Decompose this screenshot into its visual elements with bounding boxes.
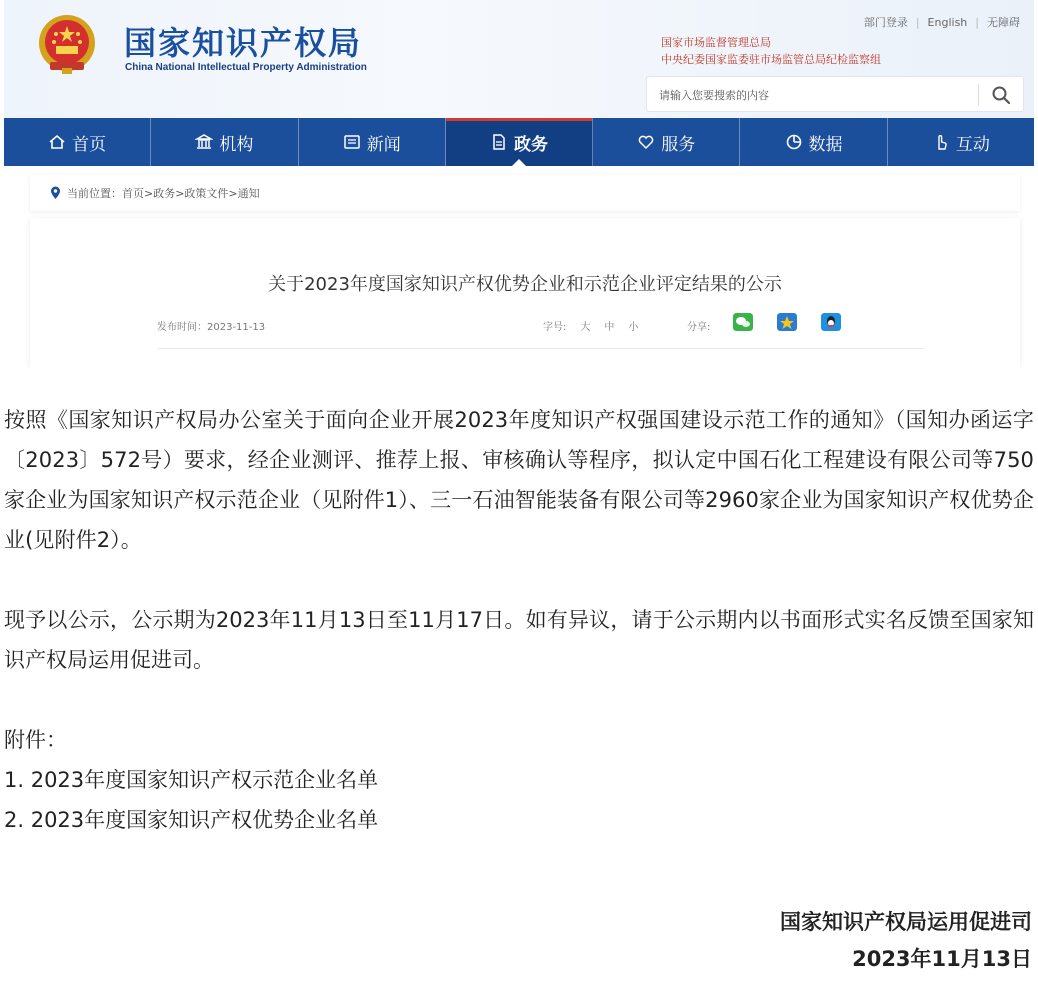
font-size-large-button[interactable]: 大 bbox=[580, 322, 591, 333]
article-body bbox=[4, 400, 1034, 840]
share-label: 分享: bbox=[687, 322, 711, 333]
nav-home[interactable] bbox=[4, 118, 151, 166]
logo-english-name[interactable]: China National Intellectual Property Administration bbox=[125, 62, 367, 73]
signature-block bbox=[780, 904, 1032, 978]
divider: | bbox=[975, 15, 979, 29]
nav-government-affairs[interactable] bbox=[446, 118, 593, 166]
document-icon bbox=[490, 133, 508, 151]
nav-data[interactable] bbox=[740, 118, 887, 166]
institution-icon bbox=[195, 133, 213, 151]
logo-chinese-name[interactable]: 国家知识产权局 bbox=[124, 24, 363, 62]
news-icon bbox=[343, 133, 361, 151]
share-buttons bbox=[733, 313, 841, 331]
login-link[interactable]: 部门登录 bbox=[863, 16, 908, 29]
nav-interaction[interactable] bbox=[888, 118, 1034, 166]
breadcrumb-text[interactable]: 当前位置：首页>政务>政策文件>通知 bbox=[67, 187, 260, 200]
nav-label: 服务 bbox=[661, 134, 696, 155]
nav-label: 机构 bbox=[219, 134, 254, 155]
nav-label: 数据 bbox=[808, 134, 843, 155]
search-icon[interactable] bbox=[991, 85, 1011, 105]
accessibility-link[interactable]: 无障碍 bbox=[987, 16, 1020, 29]
samr-link[interactable]: 国家市场监督管理总局 bbox=[661, 36, 771, 49]
heart-hand-icon bbox=[637, 133, 655, 151]
paragraph-announcement: 按照《国家知识产权局办公室关于面向企业开展2023年度知识产权强国建设示范工作的通知》（国知办函运字〔2023〕572号）要求，经企业测评、推荐上报、审核确认等程序，拟认定中国石化工程建设有限公司等750家企业为国家知识产权示范企业（见附件1）、三一石油智能装备有限公司等2960家企业为国家知识产权优势企业(见附件2）。 bbox=[4, 408, 1034, 552]
nav-label: 政务 bbox=[513, 134, 548, 155]
paragraph-publicity-period: 现予以公示，公示期为2023年11月13日至11月17日。如有异议，请于公示期内以书面形式实名反馈至国家知识产权局运用促进司。 bbox=[4, 608, 1034, 672]
meta-divider bbox=[157, 348, 924, 349]
discipline-commission-link[interactable]: 中央纪委国家监委驻市场监管总局纪检监察组 bbox=[661, 53, 881, 66]
attachments-label: 附件： bbox=[4, 728, 67, 752]
article-meta bbox=[157, 316, 924, 336]
nav-label: 首页 bbox=[72, 134, 107, 155]
signature-date: 2023年11月13日 bbox=[852, 947, 1032, 971]
national-emblem-icon bbox=[34, 12, 100, 78]
qq-icon[interactable] bbox=[821, 313, 841, 331]
nav-label: 新闻 bbox=[366, 134, 401, 155]
home-icon bbox=[48, 133, 66, 151]
article-header-card bbox=[30, 218, 1020, 368]
font-size-small-button[interactable]: 小 bbox=[628, 322, 639, 333]
font-size-controls bbox=[543, 318, 638, 333]
hand-pointer-icon bbox=[932, 133, 950, 151]
attachment-item[interactable]: 2. 2023年度国家知识产权优势企业名单 bbox=[4, 808, 379, 832]
attachment-item[interactable]: 1. 2023年度国家知识产权示范企业名单 bbox=[4, 768, 379, 792]
nav-label: 互动 bbox=[955, 134, 990, 155]
search-box bbox=[646, 76, 1024, 112]
nav-institution[interactable] bbox=[151, 118, 298, 166]
breadcrumb bbox=[30, 175, 1020, 211]
english-link[interactable]: English bbox=[927, 15, 968, 29]
search-input[interactable] bbox=[659, 85, 979, 105]
location-pin-icon bbox=[50, 186, 61, 200]
font-size-label: 字号: bbox=[543, 322, 567, 333]
nav-service[interactable] bbox=[593, 118, 740, 166]
main-nav bbox=[4, 118, 1034, 166]
pie-chart-icon bbox=[785, 133, 803, 151]
website-screenshot bbox=[0, 0, 1038, 368]
publish-date: 发布时间：2023-11-13 bbox=[157, 322, 266, 333]
signature-org: 国家知识产权局运用促进司 bbox=[780, 910, 1032, 934]
font-size-medium-button[interactable]: 中 bbox=[604, 322, 615, 333]
article-title: 关于2023年度国家知识产权优势企业和示范企业评定结果的公示 bbox=[268, 274, 782, 295]
nav-news[interactable] bbox=[299, 118, 446, 166]
qzone-icon[interactable] bbox=[777, 313, 797, 331]
top-links bbox=[864, 14, 1020, 30]
supervisor-links bbox=[661, 34, 881, 68]
divider: | bbox=[915, 15, 920, 29]
wechat-icon[interactable] bbox=[733, 313, 753, 331]
search-divider bbox=[978, 84, 979, 106]
site-header bbox=[4, 0, 1034, 118]
